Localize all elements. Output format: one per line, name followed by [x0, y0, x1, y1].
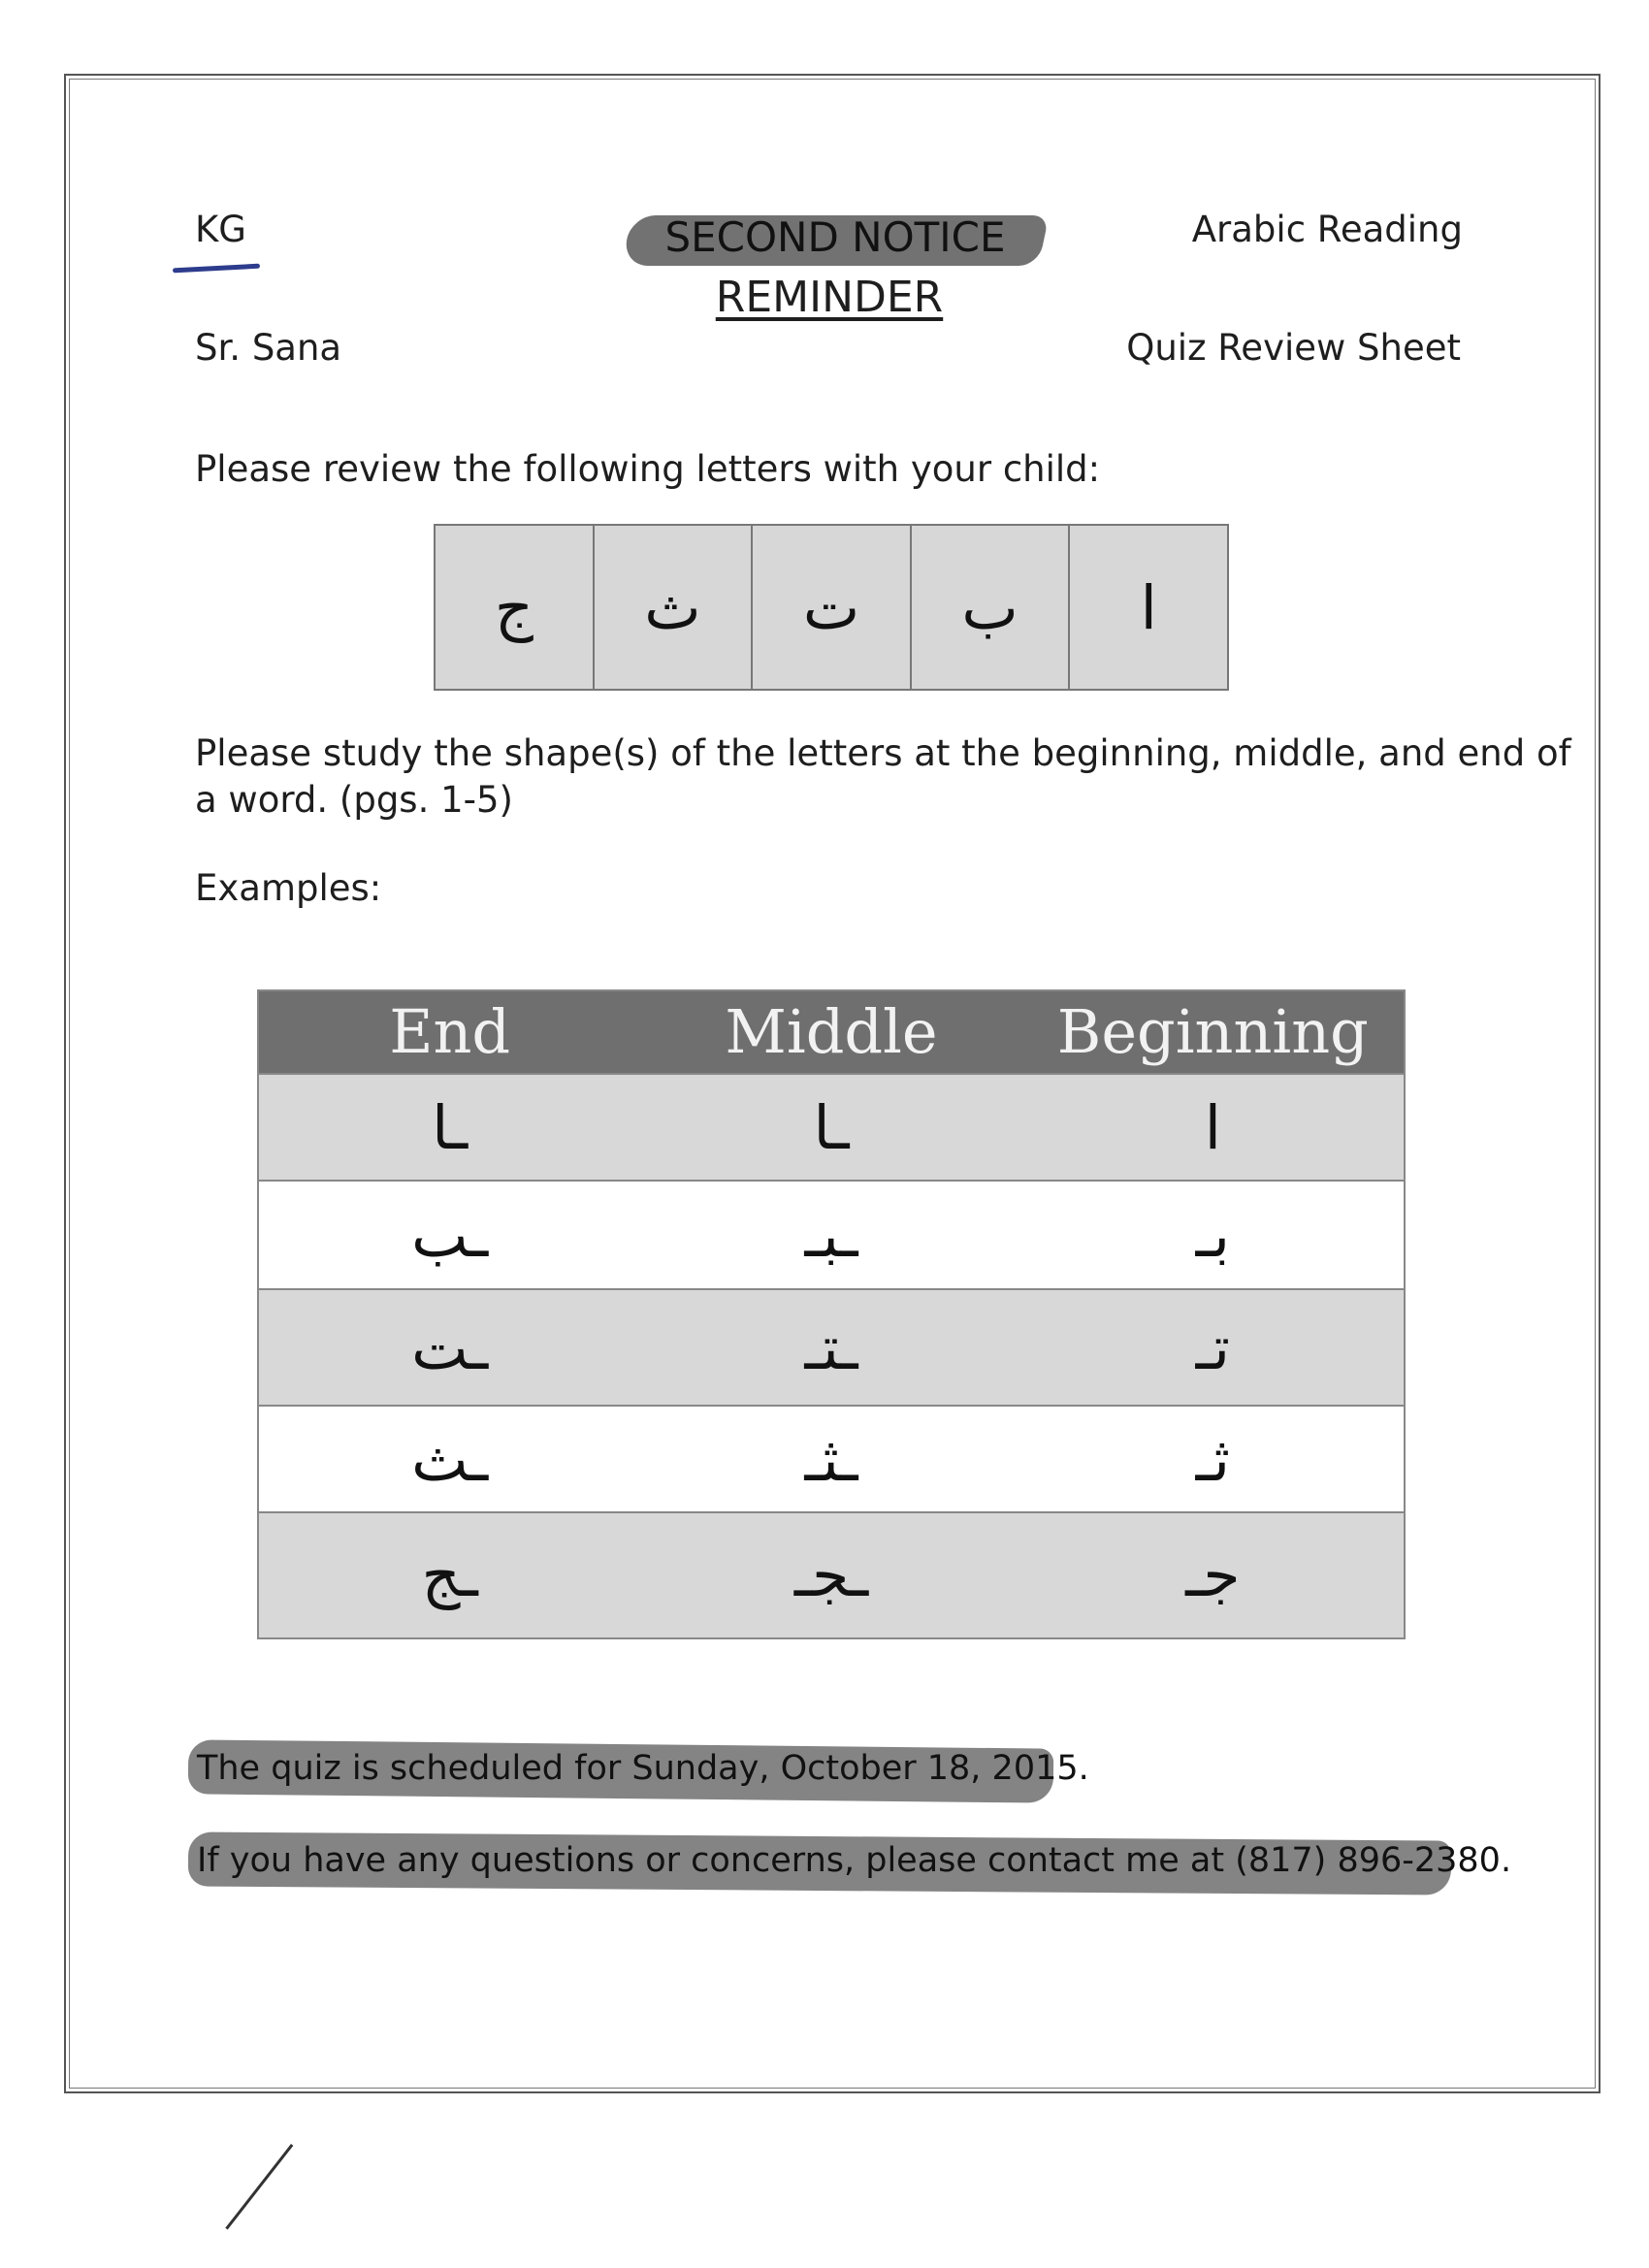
sheet-title: Quiz Review Sheet [1126, 327, 1461, 369]
contact-note: If you have any questions or concerns, please contact me at (817) 896-2380. [197, 1841, 1512, 1880]
letter-cell: ج [494, 571, 534, 643]
form-beginning: تـ [1195, 1312, 1231, 1383]
letter-cell: ث [593, 526, 752, 689]
form-beginning: بـ [1195, 1199, 1231, 1271]
form-end: ـث [411, 1423, 489, 1495]
letters-table [434, 524, 1229, 691]
quiz-date-note: The quiz is scheduled for Sunday, October 18, 2015. [197, 1749, 1089, 1788]
study-shapes-instruction-line2: a word. (pgs. 1-5) [195, 779, 513, 821]
form-beginning: ثـ [1195, 1423, 1231, 1495]
form-end: ـج [421, 1539, 478, 1610]
table-row [259, 1290, 1404, 1407]
form-end: ـا [432, 1091, 469, 1163]
letter-cell: ا [1068, 526, 1227, 689]
form-end: ـت [411, 1312, 489, 1383]
table-row [259, 1513, 1404, 1636]
subject-name: Arabic Reading [1191, 209, 1463, 250]
table-row [259, 1407, 1404, 1513]
letter-forms-header-row [259, 991, 1404, 1075]
teacher-name: Sr. Sana [195, 327, 342, 369]
column-header-middle: Middle [725, 996, 938, 1067]
form-beginning: جـ [1185, 1539, 1241, 1610]
table-row [259, 1182, 1404, 1290]
examples-label: Examples: [195, 867, 382, 909]
pen-stroke-mark [225, 2144, 293, 2230]
column-header-beginning: Beginning [1056, 996, 1369, 1067]
form-middle: ـبـ [804, 1199, 858, 1271]
review-letters-instruction: Please review the following letters with your child: [195, 448, 1101, 490]
second-notice-label: SECOND NOTICE [664, 213, 1006, 261]
column-header-end: End [389, 996, 511, 1067]
form-middle: ـجـ [793, 1539, 869, 1610]
form-middle: ـتـ [804, 1312, 858, 1383]
form-middle: ـثـ [804, 1423, 858, 1495]
study-shapes-instruction-line1: Please study the shape(s) of the letters at the beginning, middle, and end of [195, 732, 1571, 774]
form-middle: ـا [813, 1091, 850, 1163]
class-name: KG [195, 209, 246, 250]
reminder-title: REMINDER [715, 273, 944, 322]
letter-cell: ب [910, 526, 1069, 689]
table-row [259, 1075, 1404, 1182]
form-end: ـب [411, 1199, 489, 1271]
letter-forms-table [257, 989, 1406, 1639]
letter-cell: ت [751, 526, 910, 689]
form-beginning: ا [1204, 1091, 1221, 1163]
